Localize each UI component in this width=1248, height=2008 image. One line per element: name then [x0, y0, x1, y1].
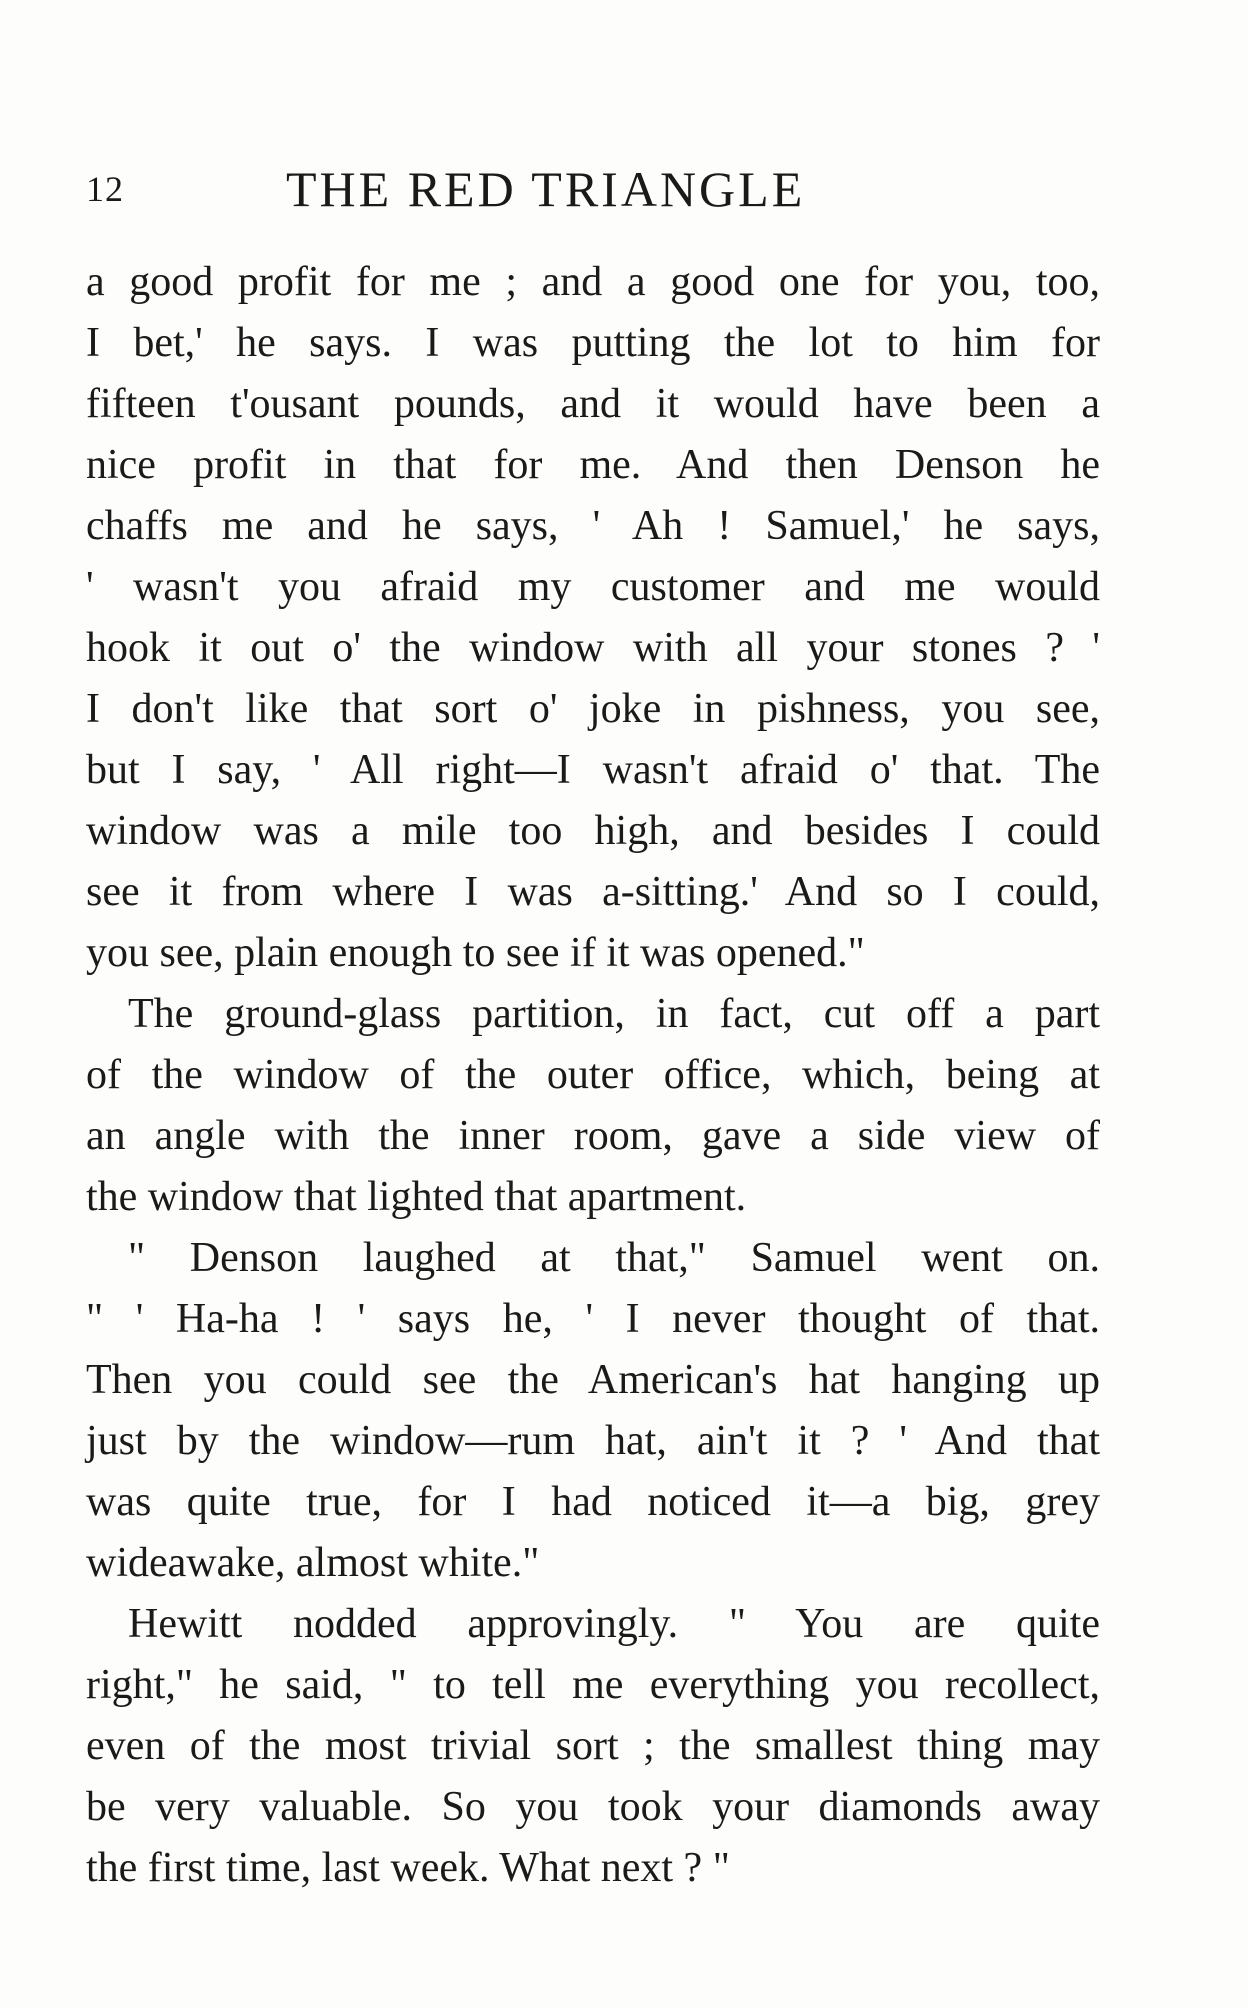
text-line: " Denson laughed at that," Samuel went on. — [128, 1235, 1100, 1281]
text-line: but I say, ' All right—I wasn't afraid o' that. The — [86, 747, 1100, 793]
paragraph-2 — [86, 984, 1100, 1228]
text-line: see it from where I was a-sitting.' And so I could, — [86, 869, 1100, 915]
text-line: an angle with the inner room, gave a side view of — [86, 1113, 1100, 1159]
page-header — [86, 160, 1106, 220]
text-line: chaffs me and he says, ' Ah ! Samuel,' he says, — [86, 503, 1100, 549]
text-line: wideawake, almost white." — [86, 1540, 540, 1586]
page-number: 12 — [86, 169, 124, 209]
text-line: I bet,' he says. I was putting the lot to him for — [86, 320, 1100, 366]
body-text — [86, 252, 1100, 1899]
text-line: nice profit in that for me. And then Denson he — [86, 442, 1100, 488]
running-title: THE RED TRIANGLE — [286, 161, 806, 217]
text-line: hook it out o' the window with all your stones ? ' — [86, 625, 1100, 671]
text-line: was quite true, for I had noticed it—a big, grey — [86, 1479, 1100, 1525]
text-line: fifteen t'ousant pounds, and it would have been a — [86, 381, 1100, 427]
text-line: right," he said, " to tell me everything you recollect, — [86, 1662, 1100, 1708]
text-line: be very valuable. So you took your diamonds away — [86, 1784, 1100, 1830]
text-line: you see, plain enough to see if it was opened." — [86, 930, 865, 976]
text-line: ' wasn't you afraid my customer and me would — [86, 564, 1100, 610]
text-line: window was a mile too high, and besides I could — [86, 808, 1100, 854]
text-line: even of the most trivial sort ; the smallest thing may — [86, 1723, 1100, 1769]
text-line: the window that lighted that apartment. — [86, 1174, 747, 1220]
paragraph-1 — [86, 252, 1100, 984]
text-line: just by the window—rum hat, ain't it ? ' And that — [86, 1418, 1100, 1464]
text-line: " ' Ha-ha ! ' says he, ' I never thought of that. — [86, 1296, 1100, 1342]
text-line: I don't like that sort o' joke in pishness, you see, — [86, 686, 1100, 732]
text-line: the first time, last week. What next ? " — [86, 1845, 730, 1891]
text-line: Then you could see the American's hat hanging up — [86, 1357, 1100, 1403]
text-line: Hewitt nodded approvingly. " You are quite — [128, 1601, 1100, 1647]
paragraph-3 — [86, 1228, 1100, 1594]
text-line: of the window of the outer office, which, being at — [86, 1052, 1100, 1098]
paragraph-4 — [86, 1594, 1100, 1899]
text-line: The ground-glass partition, in fact, cut off a part — [128, 991, 1100, 1037]
text-line: a good profit for me ; and a good one for you, too, — [86, 259, 1100, 305]
